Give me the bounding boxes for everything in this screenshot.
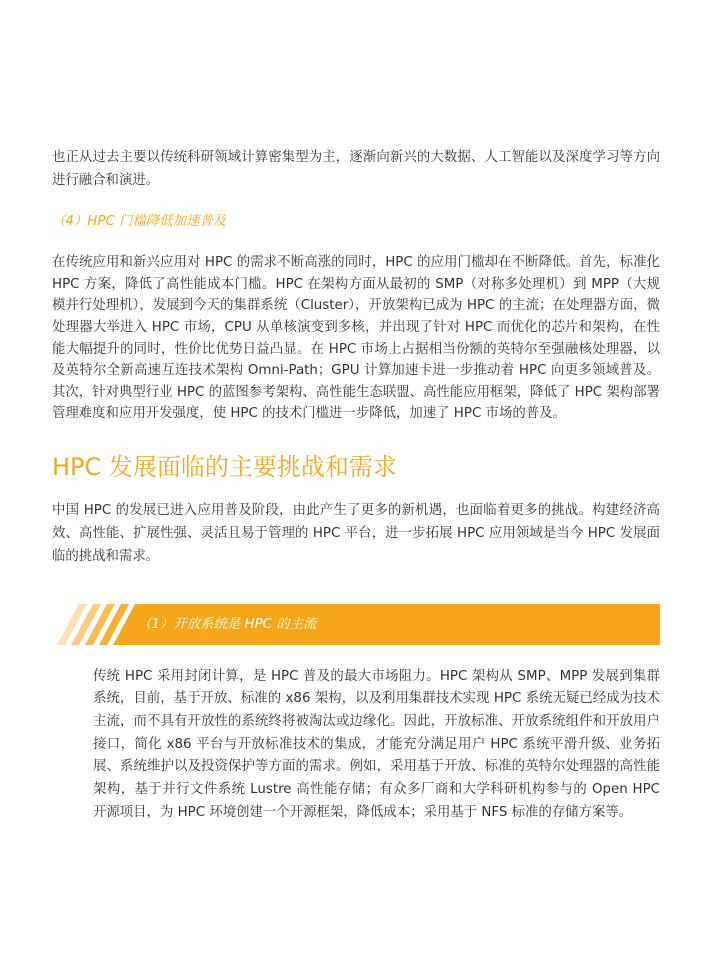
- section-heading: HPC 发展面临的主要挑战和需求: [52, 453, 397, 482]
- subsection-1-banner: [55, 604, 660, 645]
- intro-paragraph: 也正从过去主要以传统科研领域计算密集型为主，逐渐向新兴的大数据、人工智能以及深度学习等方向进行融合和演进。: [52, 150, 660, 188]
- subsection-4-title: （4）HPC 门槛降低加速普及: [52, 213, 227, 229]
- subsection-1-body: 传统 HPC 采用封闭计算，是 HPC 普及的最大市场阻力。HPC 架构从 SMP、MPP 发展到集群系统，目前，基于开放、标准的 x86 架构，以及利用集群技术实现 HPC 系统无疑已经成为技术主流，而不具有开放性的系统终将被淘汰或边缘化。因此，开放标准、开放系统组件和开放用户接口，简化 x86 平台与开放标准技术的集成，才能充分满足用户 HPC 系统平滑升级、业务拓展、系统维护以及投资保护等方面的需求。例如，采用基于开放、标准的英特尔处理器的高性能架构，基于并行文件系统 Lustre 高性能存储；有众多厂商和大学科研机构参与的 Open HPC 开源项目，为 HPC 环境创建一个开源框架，降低成本；采用基于 NFS 标准的存储方案等。: [93, 668, 660, 820]
- section-intro-paragraph: 中国 HPC 的发展已进入应用普及阶段，由此产生了更多的新机遇，也面临着更多的挑战。构建经济高效、高性能、扩展性强、灵活且易于管理的 HPC 平台，进一步拓展 HPC 应用领域是当今 HPC 发展面临的挑战和需求。: [52, 502, 660, 564]
- subsection-1-title: （1）开放系统是 HPC 的主流: [138, 617, 317, 633]
- subsection-4-body: 在传统应用和新兴应用对 HPC 的需求不断高涨的同时，HPC 的应用门槛却在不断降低。首先，标准化 HPC 方案，降低了高性能成本门槛。HPC 在架构方面从最初的 SMP（对称多处理机）到 MPP（大规模并行处理机），发展到今天的集群系统（Cluster），开放架构已成为 HPC 的主流；在处理器方面，微处理器大举进入 HPC 市场，CPU 从单核演变到多核，并出现了针对 HPC 而优化的芯片和架构，在性能大幅提升的同时，性价比优势日益凸显。在 HPC 市场上占据相当份额的英特尔至强融核处理器，以及英特尔全新高速互连技术架构 Omni-Path；GPU 计算加速卡进一步推动着 HPC 向更多领域普及。其次，针对典型行业 HPC 的蓝图参考架构、高性能生态联盟、高性能应用框架，降低了 HPC 架构部署管理难度和应用开发强度，使 HPC 的技术门槛进一步降低，加速了 HPC 市场的普及。: [52, 255, 660, 422]
